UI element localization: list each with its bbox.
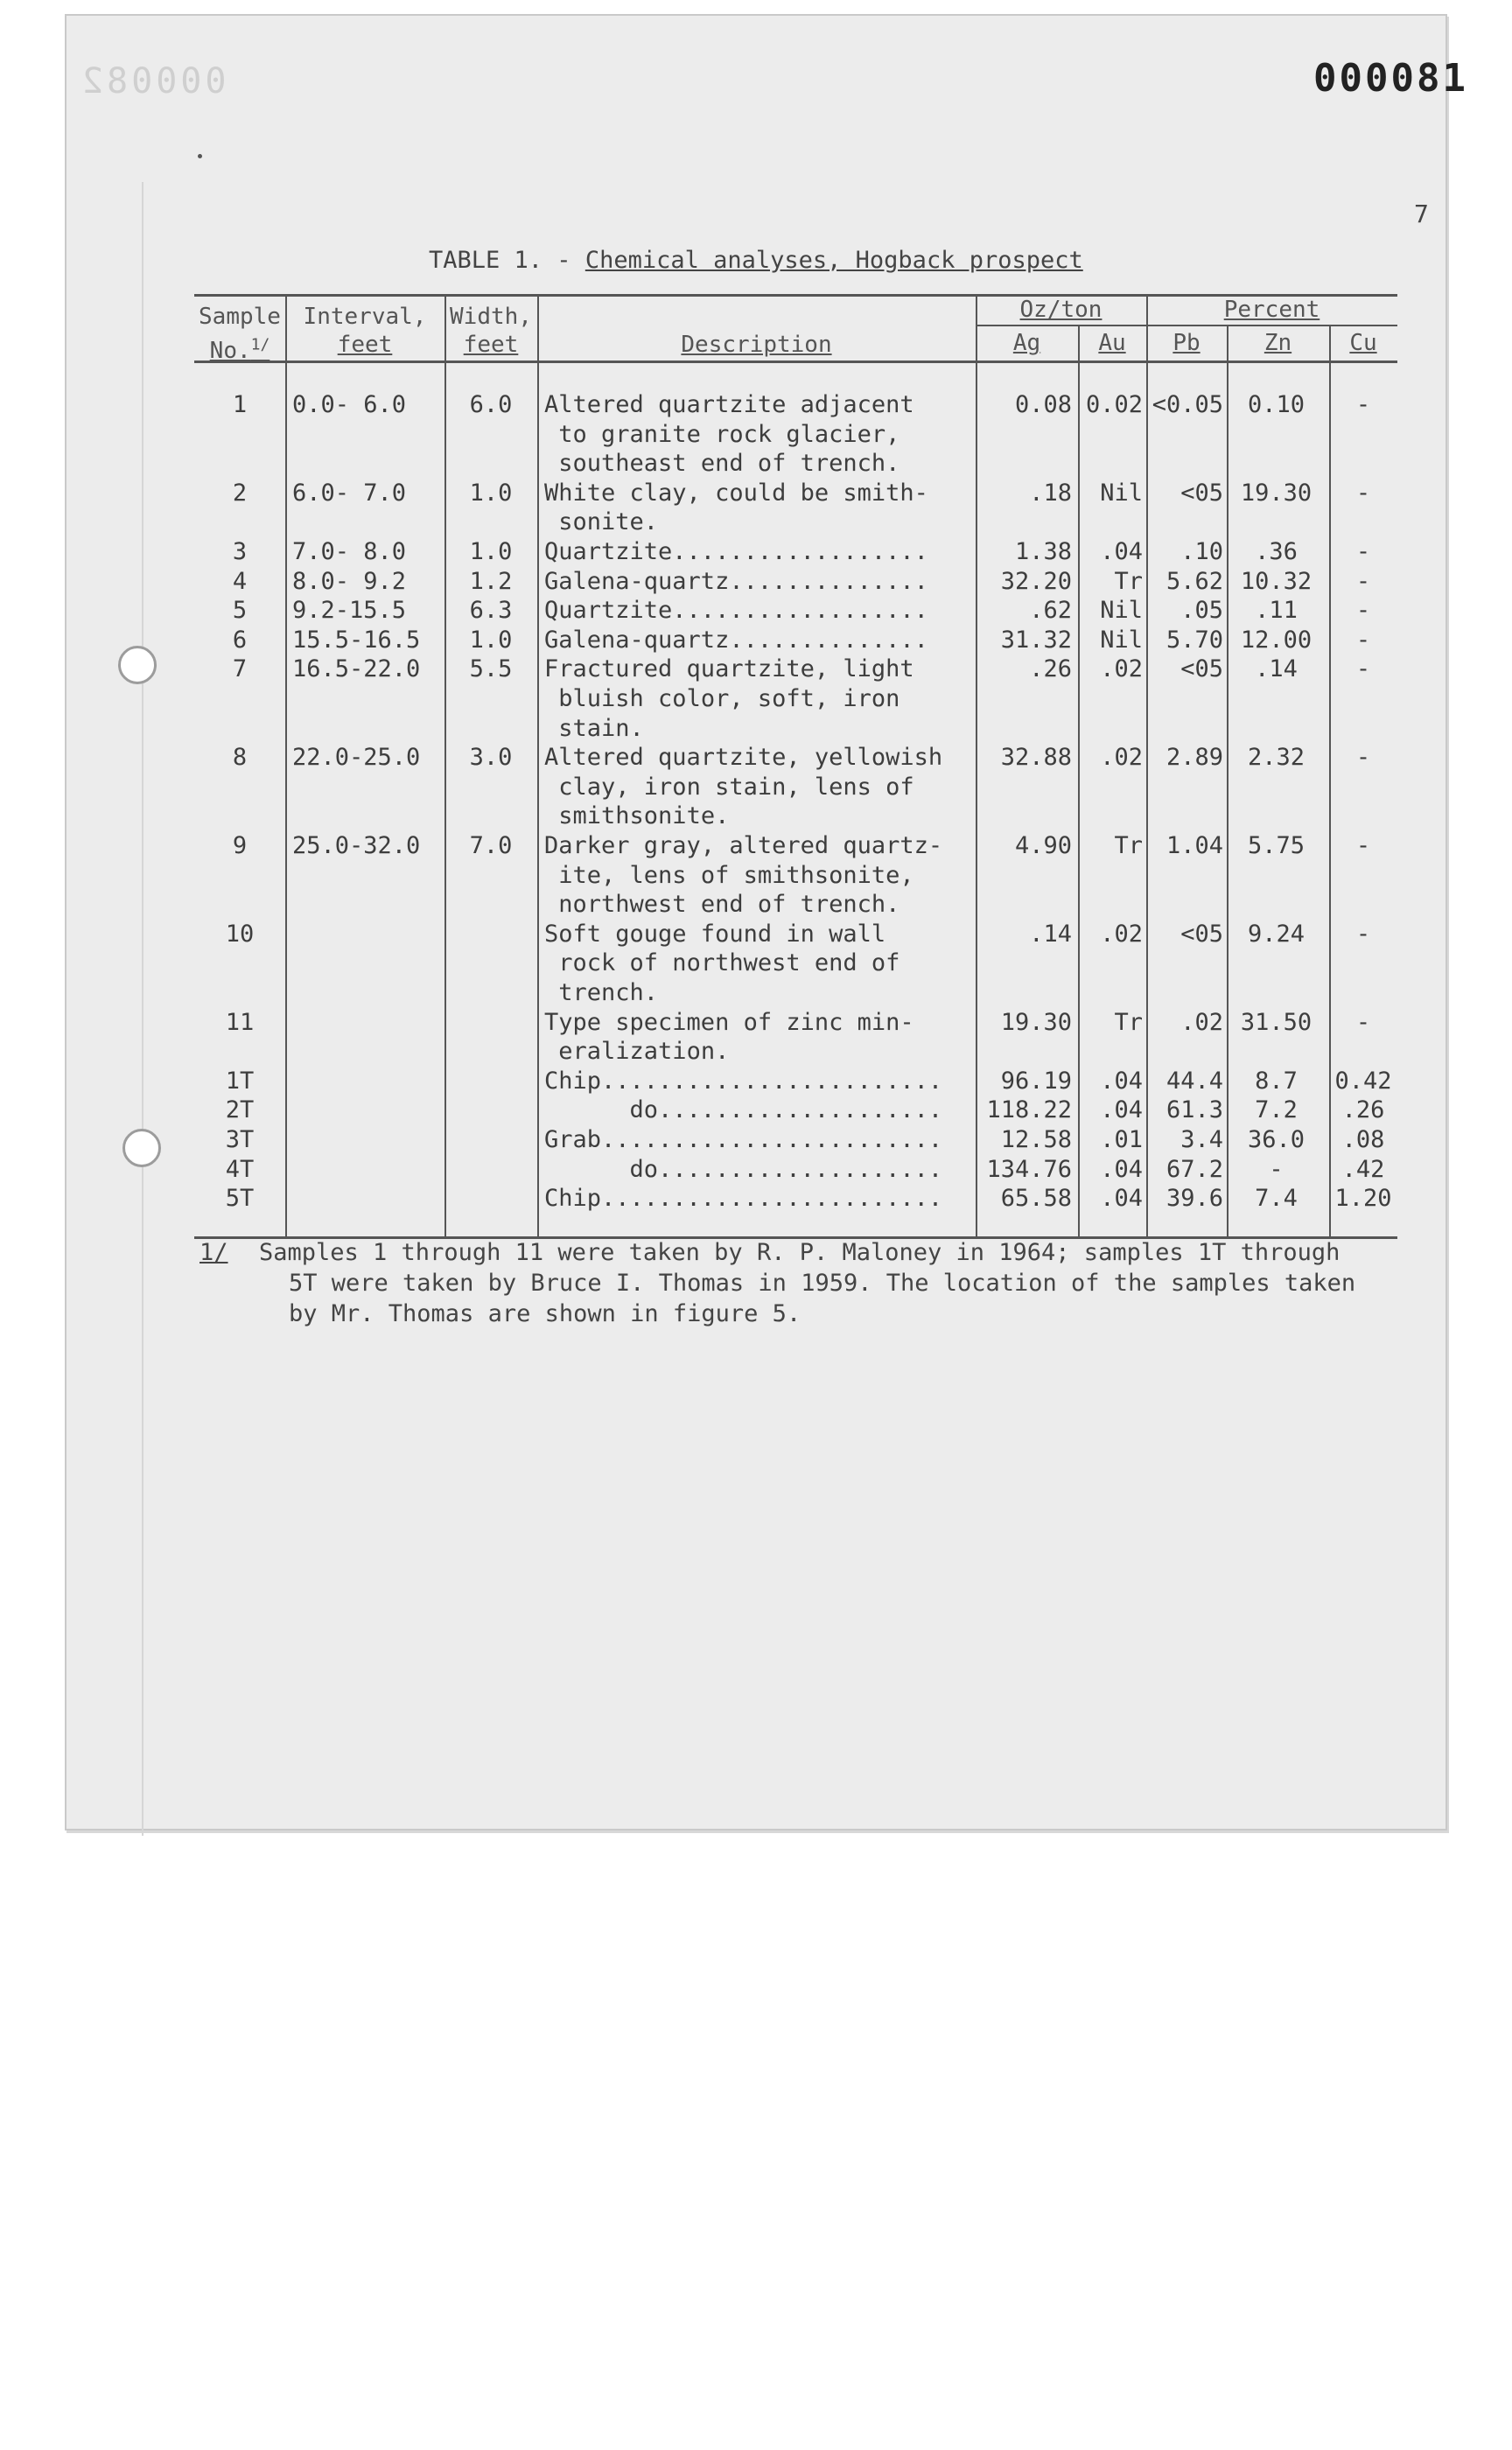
cell-ag: 118.22 xyxy=(986,1096,1072,1124)
cell-cu: - xyxy=(1355,567,1371,595)
cell-au: .04 xyxy=(1100,1096,1143,1124)
header-sample-l1: Sample xyxy=(199,304,281,330)
cell-pb: <05 xyxy=(1180,920,1223,948)
cell-au: .04 xyxy=(1100,538,1143,565)
ink-speck xyxy=(198,154,202,158)
cell-interval: 9.2-15.5 xyxy=(292,597,407,625)
cell-au: .01 xyxy=(1100,1126,1143,1153)
cell-cu: - xyxy=(1355,1008,1371,1036)
header-zn: Zn xyxy=(1264,330,1292,356)
table-title-prefix: TABLE 1. - xyxy=(429,247,585,274)
cell-sample: 5T xyxy=(225,1185,255,1213)
cell-sample: 5 xyxy=(232,597,248,625)
cell-sample: 4T xyxy=(225,1155,255,1183)
header-percent: Percent xyxy=(1223,297,1320,323)
cell-ag: 96.19 xyxy=(1000,1067,1072,1095)
cell-zn: 8.7 xyxy=(1255,1067,1298,1095)
cell-au: 0.02 xyxy=(1085,391,1143,418)
cell-cu: - xyxy=(1355,832,1371,859)
cell-cu: - xyxy=(1355,920,1371,948)
cell-pb: 3.4 xyxy=(1180,1126,1223,1153)
punch-hole-bottom xyxy=(122,1129,161,1167)
column-divider-sample xyxy=(285,294,287,1236)
cell-desc: do.................... xyxy=(544,1096,943,1124)
cell-cu: - xyxy=(1355,626,1371,654)
cell-cu: - xyxy=(1355,479,1371,507)
cell-au: Tr xyxy=(1114,1008,1143,1036)
cell-zn: 2.32 xyxy=(1247,744,1306,772)
cell-pb: 44.4 xyxy=(1166,1067,1223,1095)
cell-interval: 8.0- 9.2 xyxy=(292,567,407,595)
cell-ag: .62 xyxy=(1029,597,1072,625)
cell-au: Nil xyxy=(1100,626,1143,654)
cell-ag: 32.88 xyxy=(1000,744,1072,772)
cell-au: .02 xyxy=(1100,655,1143,683)
cell-sample: 2 xyxy=(232,479,248,507)
cell-pb: <05 xyxy=(1180,479,1223,507)
cell-cu: - xyxy=(1355,538,1371,565)
chemical-analyses-table xyxy=(194,294,1397,1239)
bleed-through-number: 000082 xyxy=(79,61,227,102)
cell-cu: 1.20 xyxy=(1334,1185,1392,1213)
cell-ag: 31.32 xyxy=(1000,626,1072,654)
cell-ag: .14 xyxy=(1029,920,1072,948)
cell-pb: 5.70 xyxy=(1166,626,1223,654)
cell-desc: Soft gouge found in wall rock of northwest end of trench. xyxy=(544,920,900,1006)
header-sample-l2 xyxy=(209,335,270,364)
header-width-l2: feet xyxy=(463,332,519,358)
cell-desc: Chip........................ xyxy=(544,1067,943,1095)
cell-au: .04 xyxy=(1100,1067,1143,1095)
cell-ag: 1.38 xyxy=(1014,538,1072,565)
cell-pb: .02 xyxy=(1180,1008,1223,1036)
cell-sample: 3T xyxy=(225,1126,255,1153)
cell-au: Nil xyxy=(1100,479,1143,507)
cell-cu: 0.42 xyxy=(1334,1067,1392,1095)
cell-zn: - xyxy=(1269,1155,1284,1183)
cell-zn: 5.75 xyxy=(1247,832,1306,859)
footnote-line-3: by Mr. Thomas are shown in figure 5. xyxy=(289,1300,802,1327)
cell-desc: Quartzite.................. xyxy=(544,538,928,565)
cell-pb: <05 xyxy=(1180,655,1223,683)
cell-au: Tr xyxy=(1114,832,1143,859)
cell-pb: .10 xyxy=(1180,538,1223,565)
header-oz-per-ton: Oz/ton xyxy=(1019,297,1102,323)
cell-cu: .42 xyxy=(1341,1155,1385,1183)
cell-zn: 10.32 xyxy=(1240,567,1312,595)
cell-pb: 2.89 xyxy=(1166,744,1223,772)
page-edge-line xyxy=(142,182,144,1836)
cell-sample: 3 xyxy=(232,538,248,565)
cell-width: 6.3 xyxy=(469,597,513,625)
cell-pb: 61.3 xyxy=(1166,1096,1223,1124)
cell-cu: - xyxy=(1355,597,1371,625)
cell-desc: Galena-quartz.............. xyxy=(544,567,928,595)
cell-pb: 5.62 xyxy=(1166,567,1223,595)
cell-width: 5.5 xyxy=(469,655,513,683)
cell-zn: 19.30 xyxy=(1240,479,1312,507)
footnote-line-2: 5T were taken by Bruce I. Thomas in 1959. The location of the samples taken xyxy=(289,1270,1356,1297)
cell-zn: .11 xyxy=(1255,597,1298,625)
punch-hole-top xyxy=(118,646,157,684)
cell-sample: 4 xyxy=(232,567,248,595)
cell-zn: 0.10 xyxy=(1247,391,1306,418)
cell-pb: 39.6 xyxy=(1166,1185,1223,1213)
cell-pb: 67.2 xyxy=(1166,1155,1223,1183)
cell-zn: 31.50 xyxy=(1240,1008,1312,1036)
cell-desc: Galena-quartz.............. xyxy=(544,626,928,654)
cell-au: .04 xyxy=(1100,1185,1143,1213)
header-interval xyxy=(285,303,444,359)
header-cu: Cu xyxy=(1349,330,1377,356)
cell-desc: Chip........................ xyxy=(544,1185,943,1213)
cell-ag: 32.20 xyxy=(1000,567,1072,595)
serial-number: 000081 xyxy=(1313,56,1468,101)
column-divider-width xyxy=(537,294,539,1236)
cell-interval: 0.0- 6.0 xyxy=(292,391,407,418)
cell-ag: 19.30 xyxy=(1000,1008,1072,1036)
cell-desc: Fractured quartzite, light bluish color, soft, iron stain. xyxy=(544,655,914,742)
cell-ag: .18 xyxy=(1029,479,1072,507)
cell-desc: Type specimen of zinc min- eralization. xyxy=(544,1008,914,1066)
cell-sample: 9 xyxy=(232,832,248,859)
header-width xyxy=(444,303,537,359)
header-pb: Pb xyxy=(1172,330,1200,356)
cell-interval: 15.5-16.5 xyxy=(292,626,421,654)
header-interval-l2: feet xyxy=(337,332,393,358)
cell-interval: 6.0- 7.0 xyxy=(292,479,407,507)
cell-zn: .36 xyxy=(1255,538,1298,565)
cell-sample: 1 xyxy=(232,391,248,418)
footnote-line-1: Samples 1 through 11 were taken by R. P. Maloney in 1964; samples 1T through xyxy=(259,1239,1340,1266)
cell-zn: .14 xyxy=(1255,655,1298,683)
cell-cu: - xyxy=(1355,744,1371,772)
cell-cu: - xyxy=(1355,391,1371,418)
cell-pb: 1.04 xyxy=(1166,832,1223,859)
header-interval-l1: Interval, xyxy=(303,304,427,330)
header-ag: Ag xyxy=(1012,330,1041,356)
cell-au: .02 xyxy=(1100,744,1143,772)
cell-sample: 11 xyxy=(225,1008,255,1036)
cell-ag: 0.08 xyxy=(1014,391,1072,418)
header-width-l1: Width, xyxy=(450,304,532,330)
cell-zn: 7.4 xyxy=(1255,1185,1298,1213)
cell-ag: .26 xyxy=(1029,655,1072,683)
cell-width: 1.0 xyxy=(469,479,513,507)
cell-cu: .08 xyxy=(1341,1126,1385,1153)
cell-width: 7.0 xyxy=(469,832,513,859)
cell-ag: 65.58 xyxy=(1000,1185,1072,1213)
cell-desc: Grab........................ xyxy=(544,1126,943,1153)
cell-interval: 25.0-32.0 xyxy=(292,832,421,859)
page-number: 7 xyxy=(1414,200,1429,228)
cell-sample: 8 xyxy=(232,744,248,772)
cell-desc: do.................... xyxy=(544,1155,943,1183)
cell-cu: - xyxy=(1355,655,1371,683)
cell-pb: .05 xyxy=(1180,597,1223,625)
cell-au: Nil xyxy=(1100,597,1143,625)
cell-desc: Quartzite.................. xyxy=(544,597,928,625)
cell-width: 3.0 xyxy=(469,744,513,772)
cell-au: .04 xyxy=(1100,1155,1143,1183)
cell-ag: 134.76 xyxy=(986,1155,1072,1183)
cell-width: 1.2 xyxy=(469,567,513,595)
cell-sample: 6 xyxy=(232,626,248,654)
group-header-rule xyxy=(976,325,1397,326)
cell-interval: 22.0-25.0 xyxy=(292,744,421,772)
cell-ag: 12.58 xyxy=(1000,1126,1072,1153)
cell-interval: 16.5-22.0 xyxy=(292,655,421,683)
cell-au: .02 xyxy=(1100,920,1143,948)
cell-zn: 9.24 xyxy=(1247,920,1306,948)
header-au: Au xyxy=(1098,330,1126,356)
cell-zn: 36.0 xyxy=(1247,1126,1306,1153)
header-sample-no: No. xyxy=(209,337,251,364)
cell-width: 1.0 xyxy=(469,626,513,654)
footnote-mark: 1/ xyxy=(200,1239,228,1266)
cell-desc: White clay, could be smith- sonite. xyxy=(544,479,928,536)
cell-desc: Altered quartzite adjacent to granite rock glacier, southeast end of trench. xyxy=(544,391,914,478)
cell-ag: 4.90 xyxy=(1014,832,1072,859)
header-description: Description xyxy=(681,332,832,358)
cell-sample: 7 xyxy=(232,655,248,683)
header-sample xyxy=(194,303,285,365)
cell-au: Tr xyxy=(1114,567,1143,595)
header-bottom-rule xyxy=(194,360,1397,363)
cell-sample: 1T xyxy=(225,1067,255,1095)
cell-zn: 7.2 xyxy=(1255,1096,1298,1124)
table-title xyxy=(429,247,1083,274)
cell-desc: Altered quartzite, yellowish clay, iron stain, lens of smithsonite. xyxy=(544,744,943,830)
cell-cu: .26 xyxy=(1341,1096,1385,1124)
cell-sample: 2T xyxy=(225,1096,255,1124)
cell-width: 6.0 xyxy=(469,391,513,418)
cell-desc: Darker gray, altered quartz- ite, lens of smithsonite, northwest end of trench. xyxy=(544,832,943,919)
cell-interval: 7.0- 8.0 xyxy=(292,538,407,565)
cell-pb: <0.05 xyxy=(1152,391,1223,418)
cell-zn: 12.00 xyxy=(1240,626,1312,654)
cell-sample: 10 xyxy=(225,920,255,948)
cell-width: 1.0 xyxy=(469,538,513,565)
header-sample-footnote-ref: 1/ xyxy=(250,335,270,354)
table-title-text: Chemical analyses, Hogback prospect xyxy=(584,247,1083,274)
